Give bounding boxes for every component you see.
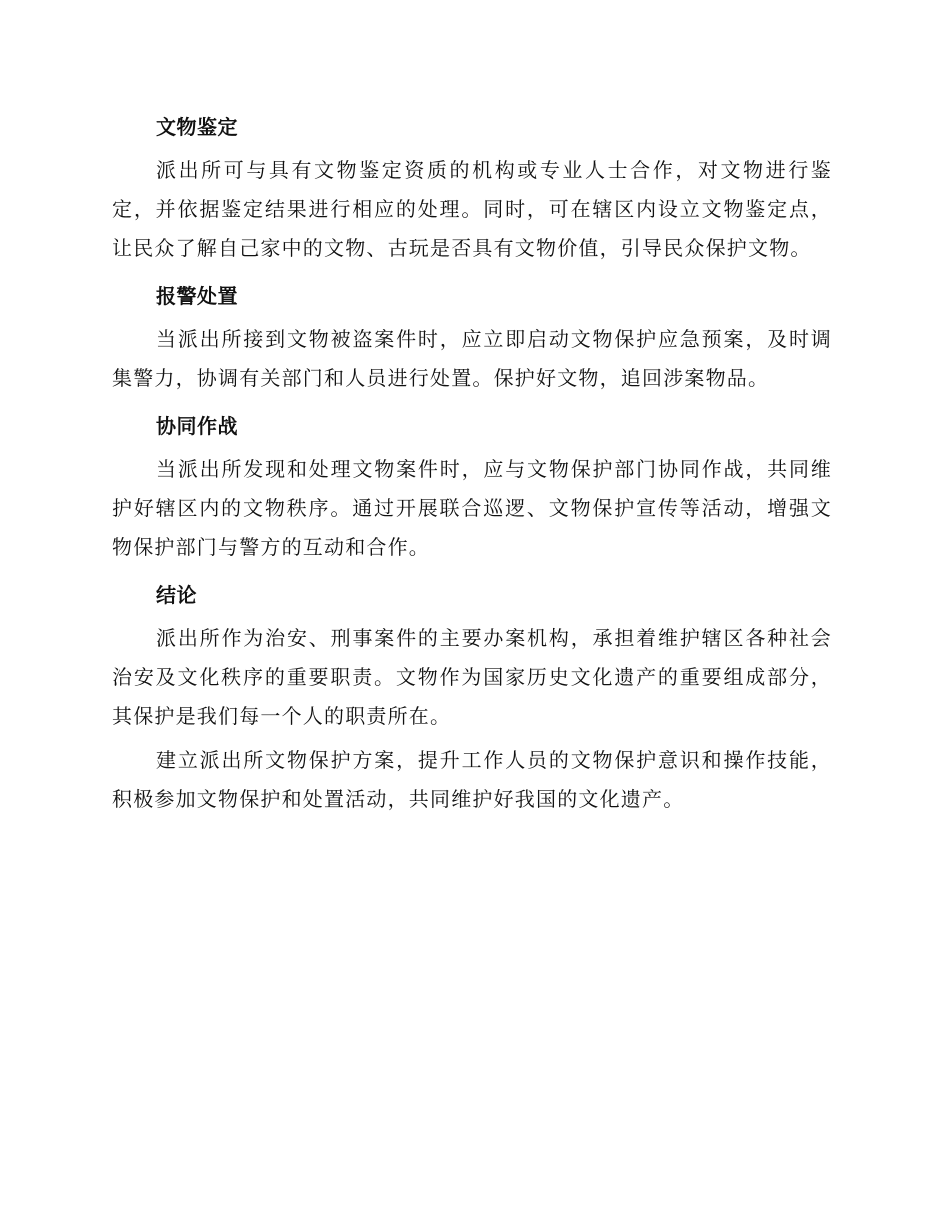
paragraph-conclusion-1: 派出所作为治安、刑事案件的主要办案机构，承担着维护辖区各种社会治安及文化秩序的重要职责。文物作为国家历史文化遗产的重要组成部分，其保护是我们每一个人的职责所在。 [112, 626, 832, 728]
paragraph-conclusion-2: 建立派出所文物保护方案，提升工作人员的文物保护意识和操作技能，积极参加文物保护和处置活动，共同维护好我国的文化遗产。 [112, 748, 832, 811]
paragraph-alarm-response: 当派出所接到文物被盗案件时，应立即启动文物保护应急预案，及时调集警力，协调有关部门和人员进行处置。保护好文物，追回涉案物品。 [112, 327, 832, 390]
paragraph-cooperation: 当派出所发现和处理文物案件时，应与文物保护部门协同作战，共同维护好辖区内的文物秩序。通过开展联合巡逻、文物保护宣传等活动，增强文物保护部门与警方的互动和合作。 [112, 457, 832, 559]
document-body [112, 104, 832, 824]
paragraph-appraisal: 派出所可与具有文物鉴定资质的机构或专业人士合作，对文物进行鉴定，并依据鉴定结果进行相应的处理。同时，可在辖区内设立文物鉴定点，让民众了解自己家中的文物、古玩是否具有文物价值，引导民众保护文物。 [112, 158, 832, 260]
section-heading-alarm-response: 报警处置 [156, 284, 238, 308]
section-heading-cooperation: 协同作战 [156, 414, 238, 438]
section-heading-appraisal: 文物鉴定 [156, 115, 238, 139]
section-heading-conclusion: 结论 [156, 583, 197, 607]
